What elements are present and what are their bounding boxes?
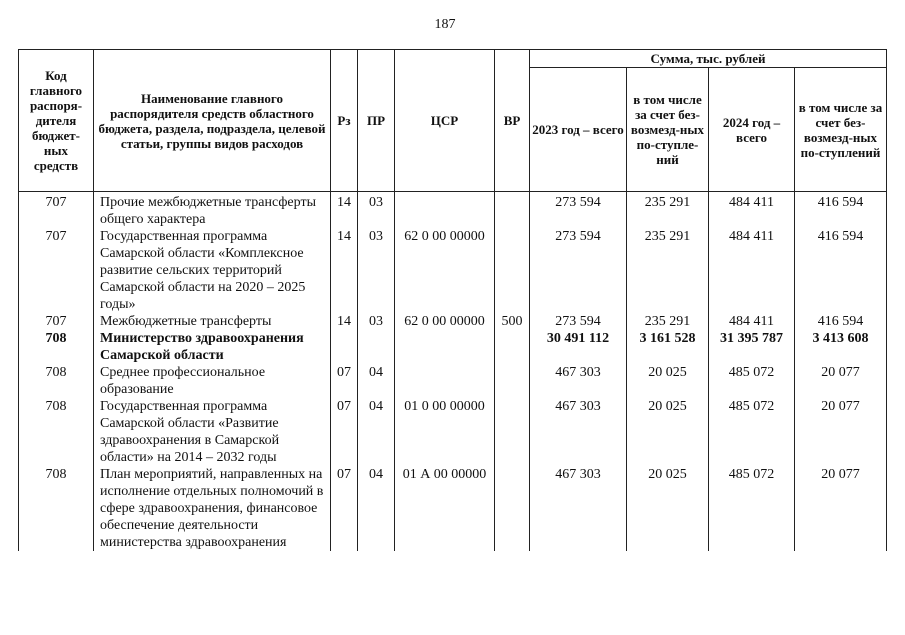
code-cell: 707 xyxy=(19,192,94,229)
header-2024-total: 2024 год – всего xyxy=(709,68,795,192)
vr-cell: 500 xyxy=(495,313,530,330)
free-2024-cell: 416 594 xyxy=(795,228,887,313)
free-2023-cell: 20 025 xyxy=(627,398,709,466)
header-2023-free: в том числе за счет без-возмезд-ных по-ступле-ний xyxy=(627,68,709,192)
pr-cell: 04 xyxy=(358,364,395,398)
pr-cell: 04 xyxy=(358,466,395,551)
csr-cell xyxy=(395,330,495,364)
table-row xyxy=(19,330,887,364)
free-2024-cell: 3 413 608 xyxy=(795,330,887,364)
free-2024-cell: 20 077 xyxy=(795,398,887,466)
free-2023-cell: 20 025 xyxy=(627,466,709,551)
free-2023-cell: 235 291 xyxy=(627,228,709,313)
code-cell: 708 xyxy=(19,364,94,398)
code-cell: 708 xyxy=(19,466,94,551)
header-rz: Рз xyxy=(331,50,358,192)
free-2023-cell: 20 025 xyxy=(627,364,709,398)
header-2023-total: 2023 год – всего xyxy=(530,68,627,192)
rz-cell: 14 xyxy=(331,313,358,330)
pr-cell: 03 xyxy=(358,192,395,229)
rz-cell: 14 xyxy=(331,192,358,229)
rz-cell: 07 xyxy=(331,398,358,466)
sum-2023-cell: 273 594 xyxy=(530,228,627,313)
code-cell: 708 xyxy=(19,398,94,466)
sum-2024-cell: 485 072 xyxy=(709,398,795,466)
free-2024-cell: 20 077 xyxy=(795,364,887,398)
header-code: Код главного распоря-дителя бюджет-ных средств xyxy=(19,50,94,192)
table-row xyxy=(19,313,887,330)
csr-cell: 62 0 00 00000 xyxy=(395,313,495,330)
csr-cell xyxy=(395,364,495,398)
code-cell: 708 xyxy=(19,330,94,364)
vr-cell xyxy=(495,364,530,398)
sum-2024-cell: 485 072 xyxy=(709,364,795,398)
vr-cell xyxy=(495,192,530,229)
table-row xyxy=(19,228,887,313)
header-2024-free: в том числе за счет без-возмезд-ных по-ступлений xyxy=(795,68,887,192)
free-2024-cell: 416 594 xyxy=(795,313,887,330)
rz-cell: 07 xyxy=(331,466,358,551)
sum-2024-cell: 485 072 xyxy=(709,466,795,551)
pr-cell xyxy=(358,330,395,364)
pr-cell: 04 xyxy=(358,398,395,466)
sum-2024-cell: 484 411 xyxy=(709,192,795,229)
csr-cell: 01 А 00 00000 xyxy=(395,466,495,551)
rz-cell: 14 xyxy=(331,228,358,313)
name-cell: Межбюджетные трансферты xyxy=(94,313,331,330)
name-cell: Министерство здравоохранения Самарской области xyxy=(94,330,331,364)
free-2024-cell: 20 077 xyxy=(795,466,887,551)
sum-2023-cell: 467 303 xyxy=(530,398,627,466)
table-row xyxy=(19,364,887,398)
free-2023-cell: 235 291 xyxy=(627,192,709,229)
code-cell: 707 xyxy=(19,228,94,313)
free-2023-cell: 235 291 xyxy=(627,313,709,330)
header-vr: ВР xyxy=(495,50,530,192)
csr-cell: 01 0 00 00000 xyxy=(395,398,495,466)
name-cell: Государственная программа Самарской области «Комплексное развитие сельских территорий Самарской области на 2020 – 2025 годы» xyxy=(94,228,331,313)
rz-cell xyxy=(331,330,358,364)
rz-cell: 07 xyxy=(331,364,358,398)
sum-2023-cell: 467 303 xyxy=(530,466,627,551)
sum-2024-cell: 484 411 xyxy=(709,313,795,330)
sum-2023-cell: 273 594 xyxy=(530,313,627,330)
header-sum: Сумма, тыс. рублей xyxy=(530,50,887,68)
table-row xyxy=(19,466,887,551)
table-row xyxy=(19,398,887,466)
vr-cell xyxy=(495,398,530,466)
budget-table xyxy=(18,49,887,551)
header-csr: ЦСР xyxy=(395,50,495,192)
free-2023-cell: 3 161 528 xyxy=(627,330,709,364)
header-pr: ПР xyxy=(358,50,395,192)
csr-cell xyxy=(395,192,495,229)
name-cell: Государственная программа Самарской области «Развитие здравоохранения в Самарской области» на 2014 – 2032 годы xyxy=(94,398,331,466)
sum-2023-cell: 30 491 112 xyxy=(530,330,627,364)
pr-cell: 03 xyxy=(358,228,395,313)
vr-cell xyxy=(495,330,530,364)
table-row xyxy=(19,192,887,229)
name-cell: Прочие межбюджетные трансферты общего характера xyxy=(94,192,331,229)
sum-2023-cell: 273 594 xyxy=(530,192,627,229)
free-2024-cell: 416 594 xyxy=(795,192,887,229)
vr-cell xyxy=(495,466,530,551)
csr-cell: 62 0 00 00000 xyxy=(395,228,495,313)
header-name: Наименование главного распорядителя средств областного бюджета, раздела, подраздела, целевой статьи, группы видов расходов xyxy=(94,50,331,192)
sum-2024-cell: 484 411 xyxy=(709,228,795,313)
sum-2024-cell: 31 395 787 xyxy=(709,330,795,364)
code-cell: 707 xyxy=(19,313,94,330)
sum-2023-cell: 467 303 xyxy=(530,364,627,398)
page-number: 187 xyxy=(434,17,456,32)
pr-cell: 03 xyxy=(358,313,395,330)
name-cell: Среднее профессиональное образование xyxy=(94,364,331,398)
vr-cell xyxy=(495,228,530,313)
name-cell: План мероприятий, направленных на исполнение отдельных полномочий в сфере здравоохранения, финансовое обеспечение деятельности министерства здравоохранения xyxy=(94,466,331,551)
